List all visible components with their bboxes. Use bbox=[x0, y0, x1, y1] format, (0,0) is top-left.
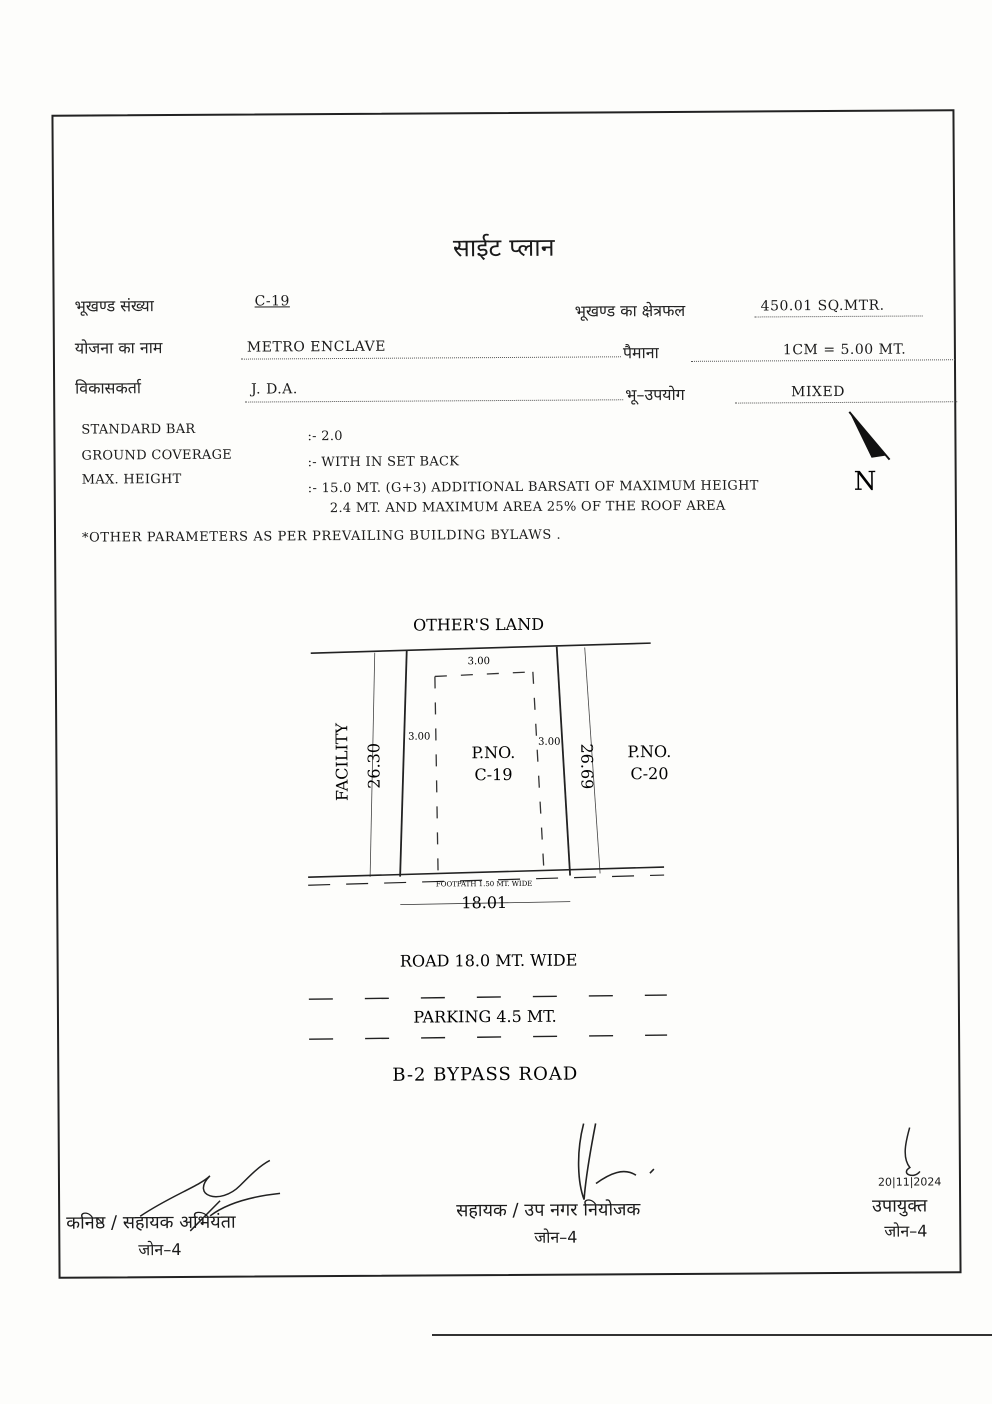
north-label: N bbox=[853, 466, 877, 497]
plot-area-value: 450.01 SQ.MTR. bbox=[760, 297, 885, 315]
signature-title-junior-engineer: कनिष्ठ / सहायक अभियंता bbox=[66, 1211, 236, 1234]
scheme-name-label: योजना का नाम bbox=[74, 338, 163, 358]
land-use-value: MIXED bbox=[791, 383, 845, 401]
parking-edge-line-top bbox=[309, 995, 667, 999]
top-setback-dim: 3.00 bbox=[467, 656, 490, 668]
scale-label: पैमाना bbox=[622, 343, 659, 363]
signature-title-deputy-commissioner: उपायुक्त bbox=[872, 1195, 928, 1217]
plot-area-label: भूखण्ड का क्षेत्रफल bbox=[574, 300, 686, 321]
bottom-edge-line bbox=[432, 1334, 992, 1336]
plot-plan-drawing bbox=[286, 603, 709, 1096]
signature-zone-deputy-commissioner: जोन–4 bbox=[884, 1221, 928, 1241]
front-boundary-line bbox=[308, 867, 664, 877]
parking-edge-line-bottom bbox=[309, 1035, 667, 1039]
road-label: ROAD 18.0 MT. WIDE bbox=[399, 950, 578, 971]
plot-number-code: C-19 bbox=[474, 764, 513, 785]
area-underline bbox=[755, 315, 923, 317]
developer-value: J. D.A. bbox=[251, 381, 298, 398]
developer-label: विकासकर्ता bbox=[75, 378, 142, 398]
bylaws-note: *OTHER PARAMETERS AS PER PREVAILING BUILDING BYLAWS . bbox=[81, 527, 562, 546]
signature-zone-town-planner: जोन–4 bbox=[534, 1227, 578, 1247]
param-value-ground-coverage: :- WITH IN SET BACK bbox=[307, 454, 460, 471]
plot-left-boundary bbox=[399, 651, 408, 877]
plot-number-label: भूखण्ड संख्या bbox=[74, 296, 154, 316]
signature-title-town-planner: सहायक / उप नगर नियोजक bbox=[456, 1199, 641, 1222]
document-title: साईट प्लान bbox=[452, 232, 555, 263]
north-arrow-icon bbox=[845, 408, 896, 498]
others-land-label: OTHER'S LAND bbox=[413, 614, 545, 635]
neighbor-plot-code: C-20 bbox=[630, 764, 669, 784]
developer-underline bbox=[245, 399, 623, 402]
front-width-dimension: 18.01 bbox=[461, 892, 508, 913]
site-plan-sheet bbox=[51, 109, 961, 1278]
param-label-standard-bar: STANDARD BAR bbox=[81, 421, 196, 438]
plot-right-boundary bbox=[557, 647, 570, 876]
land-use-underline bbox=[735, 401, 957, 403]
scale-value: 1CM = 5.00 MT. bbox=[782, 341, 907, 359]
param-label-ground-coverage: GROUND COVERAGE bbox=[81, 447, 233, 464]
scheme-underline bbox=[241, 356, 621, 359]
plot-number-title: P.NO. bbox=[471, 742, 516, 763]
facility-label: FACILITY bbox=[332, 722, 352, 802]
neighbor-plot-title: P.NO. bbox=[627, 741, 672, 762]
right-setback-dim: 3.00 bbox=[538, 736, 561, 748]
param-value-max-height-line2: 2.4 MT. AND MAXIMUM AREA 25% OF THE ROOF AREA bbox=[329, 498, 726, 517]
left-depth-dimension: 26.30 bbox=[364, 742, 384, 789]
left-setback-dim: 3.00 bbox=[408, 731, 431, 743]
scale-underline bbox=[691, 359, 955, 362]
signature-zone-junior-engineer: जोन–4 bbox=[138, 1239, 182, 1260]
footpath-label: FOOTPATH 1.50 MT. WIDE bbox=[435, 879, 533, 889]
param-value-standard-bar: :- 2.0 bbox=[307, 428, 343, 445]
param-label-max-height: MAX. HEIGHT bbox=[81, 471, 182, 488]
parking-label: PARKING 4.5 MT. bbox=[413, 1006, 557, 1027]
param-value-max-height: :- 15.0 MT. (G+3) ADDITIONAL BARSATI OF MAXIMUM HEIGHT bbox=[307, 478, 759, 497]
land-use-label: भू–उपयोग bbox=[625, 384, 685, 405]
rear-boundary-line bbox=[311, 643, 651, 653]
scheme-name-value: METRO ENCLAVE bbox=[246, 338, 387, 356]
plot-number-value: C-19 bbox=[254, 293, 290, 310]
right-depth-dimension: 26.69 bbox=[577, 743, 597, 790]
signature-date: 20|11|2024 bbox=[877, 1175, 942, 1189]
bypass-road-label: B-2 BYPASS ROAD bbox=[392, 1063, 579, 1086]
